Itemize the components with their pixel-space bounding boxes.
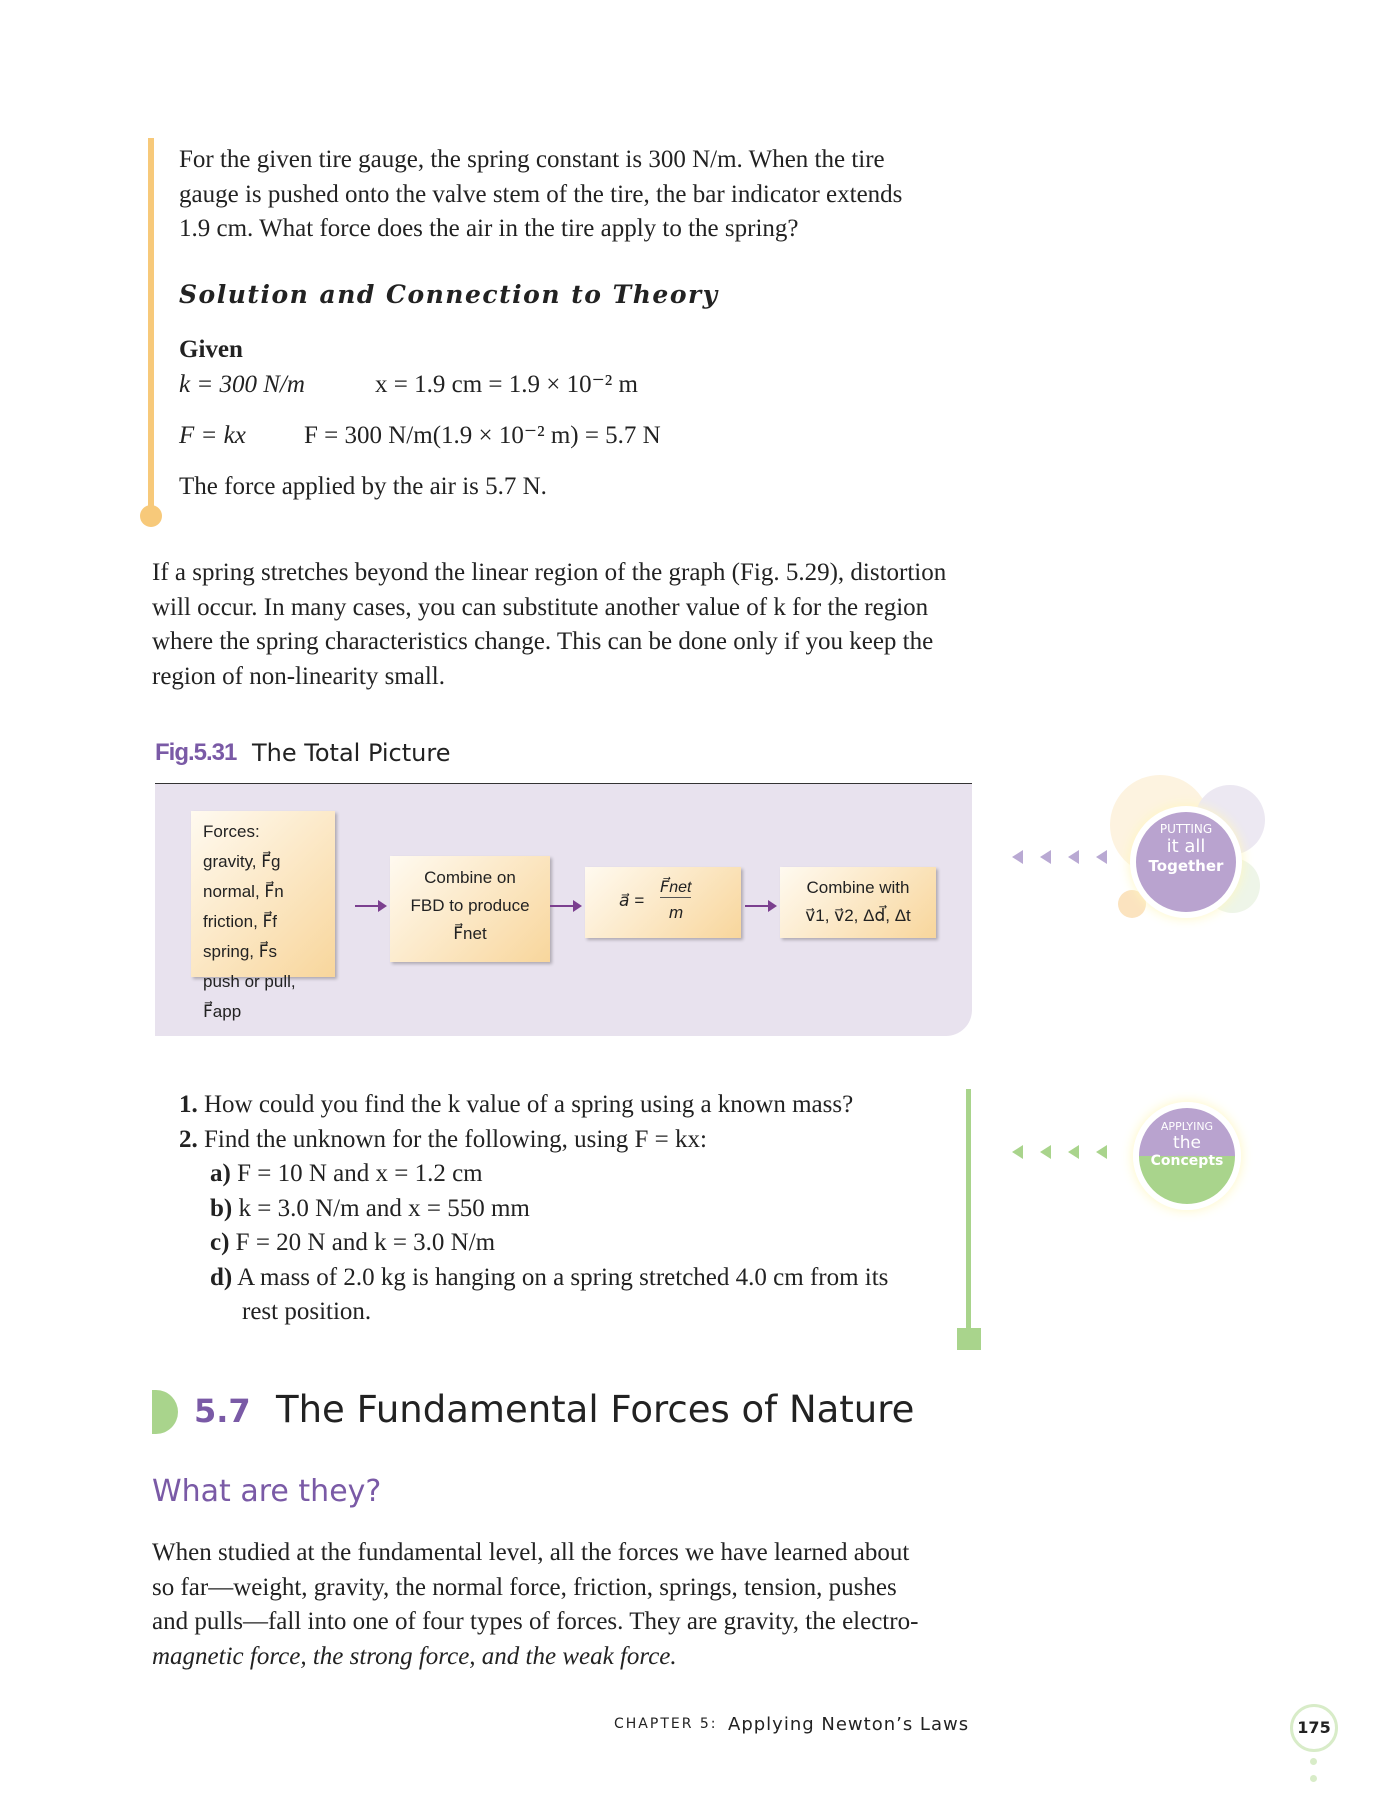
text-line: where the spring characteristics change. This can be done only if you keep the (152, 628, 934, 655)
combine-kinematics-box (780, 867, 936, 938)
triangle-left-icon (1096, 1145, 1107, 1159)
box-line: FBD to produce (410, 896, 530, 915)
text-line: will occur. In many cases, you can substitute another value of k for the region (152, 593, 929, 621)
subquestion-letter: b) (210, 1194, 233, 1222)
subquestion-text: k = 3.0 N/m and x = 550 mm (238, 1194, 530, 1222)
section-number: 5.7 (194, 1392, 251, 1430)
badge-top-text: APPLYING (1160, 1120, 1214, 1133)
arrow-icon (550, 905, 580, 907)
problem-text (179, 143, 979, 247)
box-line: F⃗net (453, 924, 487, 943)
question-number: 2. (179, 1125, 198, 1153)
text-line: so far—weight, gravity, the normal force, friction, springs, tension, pushes (152, 1573, 897, 1601)
section-marker-icon (152, 1390, 178, 1434)
formula: F = kx (179, 422, 246, 449)
box-line: friction, F⃗f (203, 912, 278, 931)
sample-problem-bar (148, 138, 154, 516)
given-k: k = 300 N/m (179, 371, 305, 398)
subquestion-text: F = 20 N and k = 3.0 N/m (235, 1229, 496, 1256)
subheading: What are they? (152, 1474, 382, 1509)
question-text: Find the unknown for the following, using F = kx: (204, 1125, 707, 1153)
badge-bottom-text: Together (1148, 857, 1224, 875)
decor-dot (1310, 1775, 1317, 1782)
text-line: When studied at the fundamental level, all the forces we have learned about (152, 1539, 910, 1566)
text-line: If a spring stretches beyond the linear region of the graph (Fig. 5.29), distortion (152, 559, 947, 586)
triangle-left-icon (1040, 850, 1051, 864)
triangle-left-icon (1068, 1145, 1079, 1159)
putting-it-all-together-badge (1130, 806, 1242, 918)
badge-mid-text: it all (1166, 836, 1206, 857)
subquestion-item (210, 1192, 969, 1227)
badge-mid-text: the (1173, 1133, 1201, 1153)
answer: The force applied by the air is 5.7 N. (179, 473, 547, 500)
question-text: How could you find the k value of a spring using a known mass? (204, 1091, 854, 1118)
arrow-icon (355, 905, 385, 907)
subquestion-text: rest position. (242, 1298, 372, 1325)
triangle-left-icon (1096, 850, 1107, 864)
box-line: v⃗1, v⃗2, Δd⃗, Δt (805, 906, 911, 925)
footer-chapter: CHAPTER 5: (614, 1716, 718, 1732)
subquestion-text: F = 10 N and x = 1.2 cm (237, 1160, 483, 1187)
question-item (179, 1123, 969, 1158)
text-line: gauge is pushed onto the valve stem of the tire, the bar indicator extends (179, 180, 903, 208)
given-label: Given (179, 336, 243, 363)
subquestion-letter: c) (210, 1229, 230, 1256)
applying-bar-end (957, 1328, 981, 1350)
triangle-left-icon (1012, 1145, 1023, 1159)
question-item (179, 1088, 969, 1123)
box-line: normal, F⃗n (203, 882, 284, 901)
subquestion-item (210, 1157, 969, 1192)
pointer-arrows-green (1012, 1144, 1124, 1163)
figure-label: Fig.5.31 (155, 739, 237, 766)
figure-flowchart (155, 783, 972, 1036)
acceleration-box (585, 867, 741, 938)
subquestion-letter: d) (210, 1263, 233, 1291)
box-line: push or pull, F⃗app (203, 972, 296, 1021)
question-list (179, 1088, 969, 1330)
footer-title: Applying Newton’s Laws (728, 1714, 970, 1735)
section-title: The Fundamental Forces of Nature (276, 1388, 915, 1431)
decor-dot (1310, 1758, 1317, 1765)
triangle-left-icon (1012, 850, 1023, 864)
page-number: 175 (1290, 1704, 1338, 1752)
text-line: region of non-linearity small. (152, 662, 445, 690)
text-line: 1.9 cm. What force does the air in the tire apply to the spring? (179, 215, 799, 242)
box-line: Forces: (203, 822, 260, 841)
paragraph-nonlinear (152, 556, 982, 694)
solution-heading: Solution and Connection to Theory (179, 280, 719, 309)
calculation: F = 300 N/m(1.9 × 10⁻² m) = 5.7 N (304, 422, 661, 449)
box-line: spring, F⃗s (203, 942, 278, 961)
formula-numerator: F⃗net (660, 879, 692, 896)
subquestion-item (210, 1226, 969, 1261)
text-line: For the given tire gauge, the spring constant is 300 N/m. When the tire (179, 146, 885, 173)
subquestion-continuation (210, 1295, 969, 1330)
given-x: x = 1.9 cm = 1.9 × 10⁻² m (375, 371, 638, 398)
badge-top-text: PUTTING (1159, 822, 1213, 836)
pointer-arrows-purple (1012, 849, 1124, 868)
forces-box (191, 811, 335, 1021)
subquestion-letter: a) (210, 1160, 231, 1187)
arrow-icon (745, 905, 775, 907)
text-line: magnetic force, the strong force, and the weak force. (152, 1642, 677, 1670)
figure-title: The Total Picture (252, 739, 451, 767)
subquestion-text: A mass of 2.0 kg is hanging on a spring stretched 4.0 cm from its (237, 1263, 889, 1291)
paragraph-fundamental (152, 1536, 982, 1674)
formula-lhs: a⃗ = (619, 891, 645, 910)
triangle-left-icon (1068, 850, 1079, 864)
applying-the-concepts-badge (1133, 1102, 1241, 1210)
box-line: Combine with (806, 878, 910, 897)
subquestion-item (210, 1261, 969, 1296)
sample-problem-dot (140, 505, 162, 527)
question-number: 1. (179, 1091, 198, 1118)
formula-denominator: m (669, 903, 684, 922)
box-line: Combine on (424, 868, 516, 887)
combine-fbd-box (390, 856, 550, 962)
triangle-left-icon (1040, 1145, 1051, 1159)
box-line: gravity, F⃗g (203, 852, 281, 871)
text-line: and pulls—fall into one of four types of forces. They are gravity, the electro- (152, 1608, 919, 1635)
badge-bottom-text: Concepts (1150, 1153, 1224, 1169)
